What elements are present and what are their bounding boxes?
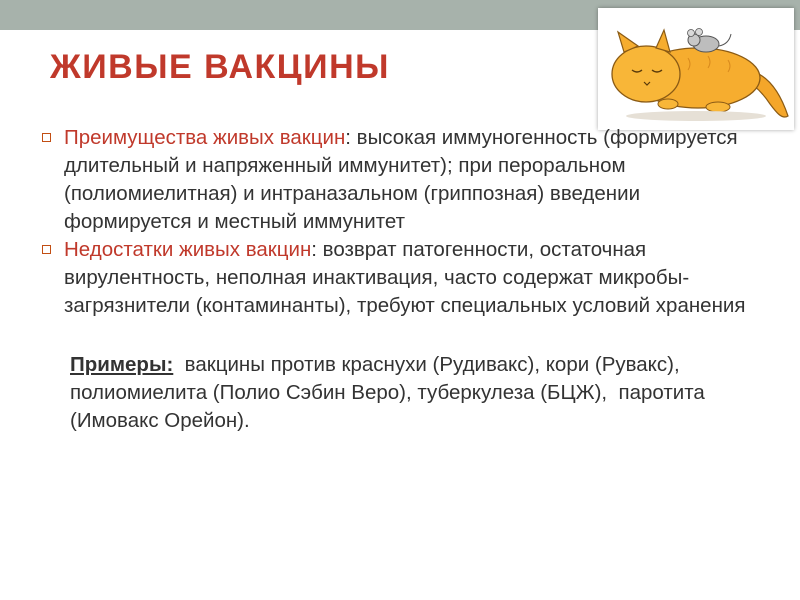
hollow-square-bullet-icon: [42, 245, 51, 254]
disadvantages-text: : возврат патогенности, остаточная вирулентность, неполная инактивация, часто содержат микробы-загрязнители (контаминанты), требуют специальных условий хранения: [64, 238, 746, 317]
examples-paragraph: [42, 351, 762, 435]
disadvantages-lead: Недостатки живых вакцин: [64, 238, 312, 261]
cat-illustration: [598, 8, 794, 130]
disadvantages-bullet: [42, 236, 762, 320]
slide-body: [42, 124, 762, 435]
slide-title: ЖИВЫЕ ВАКЦИНЫ: [50, 48, 390, 86]
hollow-square-bullet-icon: [42, 133, 51, 142]
advantages-lead: Преимущества живых вакцин: [64, 126, 346, 149]
examples-text: вакцины против краснухи (Рудивакс), кори (Рувакс), полиомиелита (Полио Сэбин Веро), туберкулеза (БЦЖ), паротита (Имовакс Орейон).: [70, 353, 711, 432]
advantages-bullet: [42, 124, 762, 236]
advantages-text: : высокая иммуногенность (формируется длительный и напряженный иммунитет); при пероральном (полиомиелитная) и интраназальном (гриппозная) введении формируется и местный иммунитет: [64, 126, 738, 233]
examples-label: Примеры:: [70, 353, 174, 376]
cat-with-mouse-icon: [598, 8, 794, 130]
